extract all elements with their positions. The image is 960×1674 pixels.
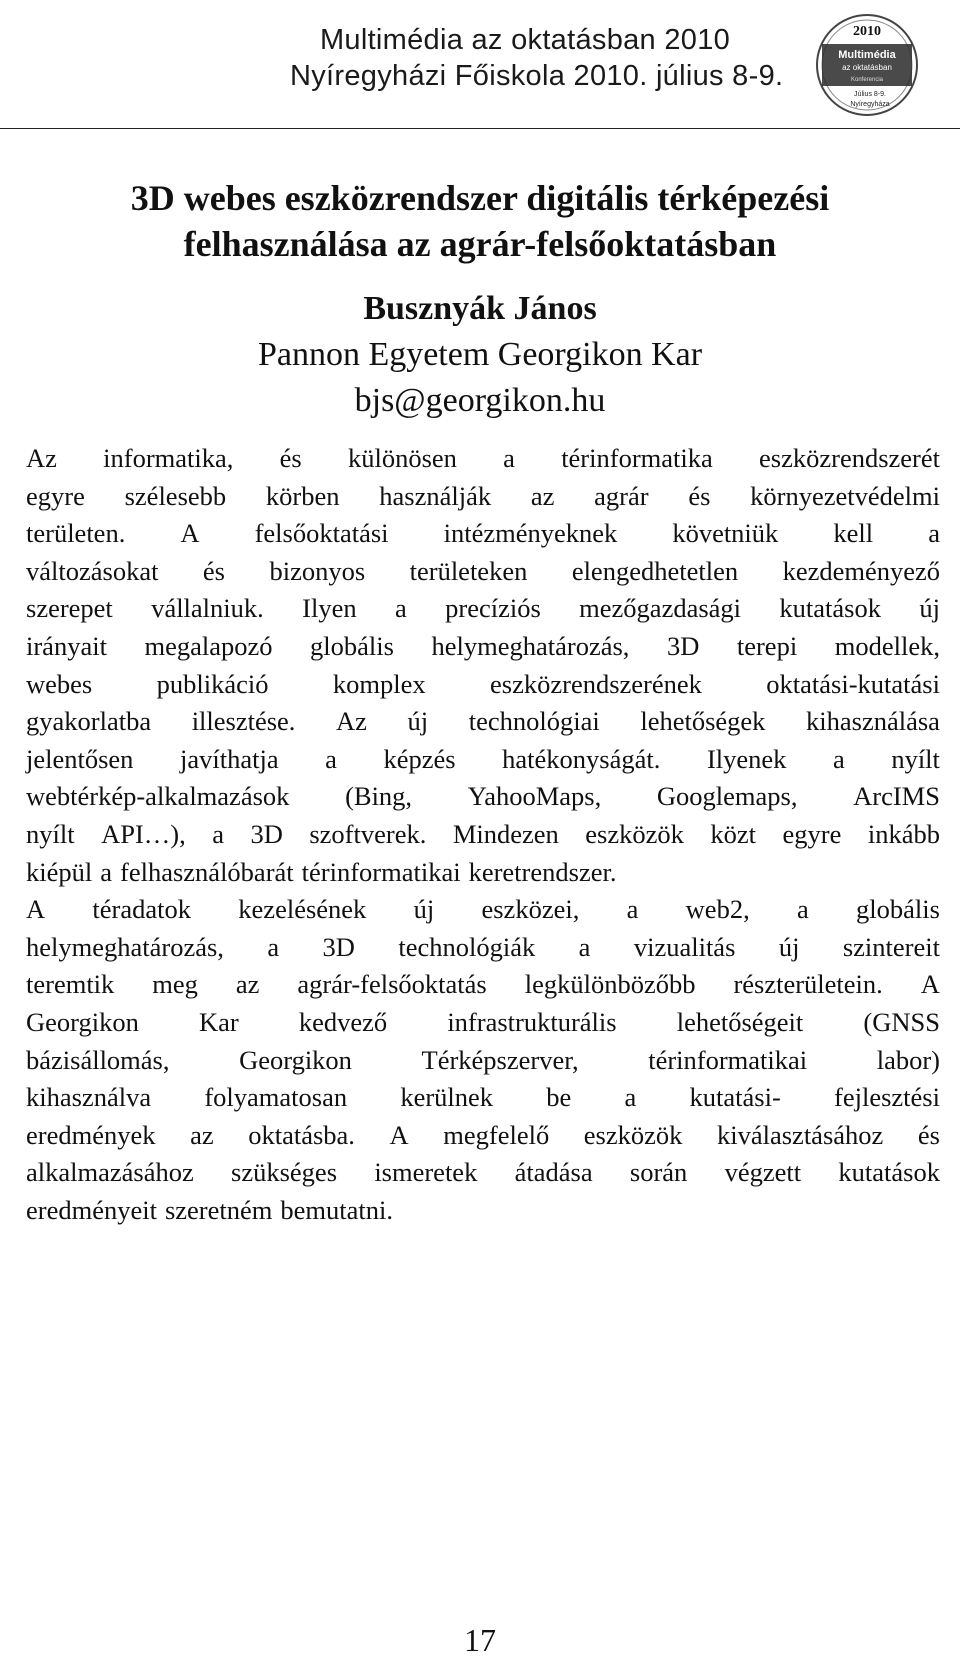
abstract-word: alkalmazásához — [26, 1157, 194, 1188]
abstract-word: modellek, — [834, 630, 940, 661]
abstract-line — [26, 778, 940, 816]
abstract-word: bázisállomás, — [26, 1044, 170, 1075]
abstract-word: bemutatni. — [280, 1194, 393, 1225]
abstract-word: eszközrendszerét — [759, 443, 940, 473]
abstract-word: bizonyos — [269, 555, 366, 586]
abstract-word: eszközök — [585, 818, 684, 849]
abstract-word: web2, — [685, 894, 750, 925]
abstract-word: a — [100, 856, 113, 887]
abstract-line — [26, 1117, 940, 1155]
abstract-word: keretrendszer. — [468, 856, 617, 887]
abstract-word: kutatások — [779, 593, 881, 624]
abstract-word: új — [413, 894, 435, 925]
abstract-line — [26, 816, 940, 854]
abstract-word: Térképszerver, — [421, 1044, 579, 1075]
abstract-word: szerepet — [26, 593, 113, 624]
abstract — [26, 440, 940, 1229]
abstract-word: és — [279, 443, 302, 473]
abstract-word: inkább — [867, 818, 940, 849]
abstract-word: agrár — [594, 480, 649, 511]
author-email: bjs@georgikon.hu — [354, 382, 606, 419]
abstract-word: az — [190, 1119, 214, 1150]
abstract-word: be — [546, 1082, 572, 1113]
abstract-line — [26, 966, 940, 1004]
abstract-word: megfelelő — [443, 1119, 550, 1150]
abstract-word: (Bing, — [345, 781, 413, 812]
abstract-word: körben — [265, 480, 340, 511]
paper-title-line: 3D webes eszközrendszer digitális térképezési — [130, 178, 830, 218]
abstract-word: irányait — [26, 630, 107, 661]
abstract-word: A — [920, 969, 940, 1000]
abstract-word: kezdeményező — [782, 555, 940, 586]
abstract-word: a — [325, 743, 337, 774]
abstract-word: területen. — [26, 518, 126, 549]
abstract-word: kerülnek — [400, 1082, 494, 1113]
abstract-word: kedvező — [298, 1006, 388, 1037]
abstract-word: kutatási- — [689, 1082, 781, 1113]
abstract-word: változásokat — [26, 555, 159, 586]
abstract-word: hatékonyságát. — [502, 743, 661, 774]
abstract-word: a — [267, 931, 280, 962]
abstract-word: és — [202, 555, 225, 586]
page-number: 17 — [464, 1622, 496, 1658]
abstract-word: eredmények — [26, 1119, 156, 1150]
abstract-word: meg — [152, 969, 198, 1000]
abstract-word: szélesebb — [124, 480, 227, 511]
abstract-word: átadása — [514, 1157, 593, 1188]
abstract-word: a — [395, 593, 407, 624]
abstract-word: helymeghatározás, — [26, 931, 224, 962]
abstract-line — [26, 891, 940, 929]
abstract-line — [26, 553, 940, 591]
conference-name: Multimédia az oktatásban 2010 — [319, 24, 731, 56]
abstract-word: az — [530, 480, 555, 511]
abstract-word: globális — [856, 894, 940, 925]
abstract-word: infrastrukturális — [447, 1006, 617, 1037]
paper-title — [60, 175, 900, 267]
abstract-word: javíthatja — [180, 743, 279, 774]
author-name: Busznyák János — [363, 290, 597, 327]
abstract-line — [26, 1004, 940, 1042]
abstract-word: labor) — [876, 1044, 940, 1075]
abstract-word: ismeretek — [374, 1157, 478, 1188]
abstract-word: eredményeit — [26, 1194, 157, 1225]
abstract-word: környezetvédelmi — [750, 480, 940, 511]
conference-logo-icon — [812, 10, 922, 126]
abstract-word: kihasználása — [806, 706, 940, 737]
abstract-word: legkülönbözőbb — [524, 969, 696, 1000]
abstract-word: térinformatikai — [648, 1044, 808, 1075]
abstract-word: 3D — [250, 818, 283, 849]
author-affiliation: Pannon Egyetem Georgikon Kar — [257, 336, 703, 373]
abstract-line — [26, 1042, 940, 1080]
abstract-word: egyre — [26, 480, 85, 511]
abstract-word: jelentősen — [26, 743, 134, 774]
abstract-line — [26, 1192, 940, 1230]
abstract-word: a — [578, 931, 591, 962]
abstract-word: követniük — [672, 518, 779, 549]
abstract-word: 3D — [322, 931, 355, 962]
abstract-word: új — [407, 706, 429, 737]
abstract-line — [26, 628, 940, 666]
abstract-word: kutatások — [838, 1157, 940, 1188]
abstract-word: Ilyen — [302, 593, 357, 624]
abstract-line — [26, 854, 940, 892]
abstract-word: eszközei, — [481, 894, 580, 925]
abstract-word: új — [778, 931, 800, 962]
abstract-word: a — [503, 443, 515, 473]
abstract-word: (GNSS — [863, 1006, 940, 1037]
abstract-word: teremtik — [26, 969, 115, 1000]
abstract-word: részterületein. — [733, 969, 883, 1000]
abstract-word: Georgikon — [26, 1006, 139, 1037]
abstract-word: képzés — [383, 743, 456, 774]
abstract-word: webtérkép-alkalmazások — [26, 781, 290, 812]
abstract-word: közt — [710, 818, 756, 849]
abstract-line — [26, 1154, 940, 1192]
abstract-word: megalapozó — [144, 630, 273, 661]
paper-title-line: felhasználása az agrár-felsőoktatásban — [183, 224, 777, 264]
abstract-word: a — [624, 1082, 637, 1113]
abstract-word: térinformatika — [561, 443, 713, 473]
abstract-word: szoftverek. — [309, 818, 427, 849]
abstract-word: eszközrendszerének — [490, 668, 702, 699]
abstract-word: vizualitás — [633, 931, 736, 962]
abstract-line — [26, 440, 940, 478]
abstract-word: komplex — [332, 668, 426, 699]
abstract-word: webes — [26, 668, 93, 699]
abstract-word: 3D — [666, 630, 700, 661]
conference-header — [290, 22, 784, 94]
abstract-word: Googlemaps, — [656, 781, 798, 812]
abstract-word: térinformatikai — [301, 856, 461, 887]
abstract-word: a — [928, 518, 940, 549]
abstract-word: A — [26, 894, 46, 925]
abstract-word: intézményeknek — [443, 518, 618, 549]
abstract-word: kezelésének — [238, 894, 367, 925]
abstract-word: a — [212, 818, 224, 849]
abstract-line — [26, 515, 940, 553]
abstract-word: API…), — [101, 818, 186, 849]
abstract-word: kiválasztásához — [717, 1119, 884, 1150]
abstract-word: a — [832, 743, 845, 774]
abstract-word: oktatásba. — [248, 1119, 355, 1150]
abstract-word: területeken — [409, 555, 528, 586]
abstract-word: felhasználóbarát — [120, 856, 294, 887]
conference-venue-date: Nyíregyházi Főiskola 2010. július 8-9. — [290, 60, 784, 92]
abstract-word: publikáció — [156, 668, 269, 699]
abstract-word: technológiai — [468, 706, 600, 737]
abstract-word: szintereit — [842, 931, 940, 962]
abstract-word: a — [626, 894, 639, 925]
abstract-word: oktatási-kutatási — [766, 668, 940, 699]
abstract-word: felsőoktatási — [254, 518, 389, 549]
abstract-word: használják — [379, 480, 492, 511]
abstract-word: Ilyenek — [706, 743, 787, 774]
abstract-word: és — [917, 1119, 940, 1150]
abstract-word: YahooMaps, — [467, 781, 602, 812]
abstract-word: Kar — [199, 1006, 239, 1037]
abstract-line — [26, 703, 940, 741]
abstract-word: nyílt — [891, 743, 940, 774]
abstract-line — [26, 929, 940, 967]
abstract-word: egyre — [782, 818, 842, 849]
abstract-word: technológiák — [398, 931, 536, 962]
abstract-word: végzett — [724, 1157, 802, 1188]
abstract-word: gyakorlatba — [26, 706, 152, 737]
abstract-word: kiépül — [26, 856, 93, 887]
abstract-word: vállalniuk. — [151, 593, 264, 624]
abstract-word: szükséges — [231, 1157, 338, 1188]
abstract-word: globális — [310, 630, 394, 661]
abstract-word: szeretném — [164, 1194, 273, 1225]
abstract-line — [26, 666, 940, 704]
abstract-word: Az — [26, 443, 57, 473]
abstract-word: folyamatosan — [204, 1082, 348, 1113]
logo-subtitle: Konferencia — [850, 77, 884, 83]
abstract-word: téradatok — [92, 894, 192, 925]
abstract-word: új — [919, 593, 940, 624]
abstract-word: ArcIMS — [853, 781, 940, 812]
abstract-word: elengedhetetlen — [571, 555, 739, 586]
abstract-word: lehetőségeit — [676, 1006, 804, 1037]
logo-name-line2: az oktatásban — [842, 63, 892, 72]
abstract-word: precíziós — [445, 593, 541, 624]
abstract-word: fejlesztési — [834, 1082, 940, 1113]
abstract-word: a — [796, 894, 809, 925]
abstract-line — [26, 590, 940, 628]
logo-place: Nyíregyháza — [850, 101, 890, 108]
abstract-word: Mindezen — [452, 818, 559, 849]
abstract-word: terepi — [736, 630, 798, 661]
abstract-line — [26, 478, 940, 516]
abstract-word: Georgikon — [239, 1044, 352, 1075]
author-block — [60, 286, 900, 424]
abstract-word: illesztése. — [191, 706, 296, 737]
abstract-line — [26, 1079, 940, 1117]
logo-year: 2010 — [853, 24, 881, 39]
logo-date: Július 8-9. — [854, 91, 886, 98]
abstract-word: különösen — [347, 443, 457, 473]
abstract-word: kihasználva — [26, 1082, 152, 1113]
abstract-word: kell — [833, 518, 874, 549]
abstract-word: mezőgazdasági — [579, 593, 742, 624]
logo-name-line1: Multimédia — [838, 49, 896, 61]
abstract-word: A — [389, 1119, 409, 1150]
abstract-word: lehetőségek — [640, 706, 766, 737]
abstract-word: A — [180, 518, 200, 549]
abstract-word: nyílt — [26, 818, 75, 849]
abstract-word: és — [688, 480, 711, 511]
page-header — [0, 0, 960, 129]
abstract-word: Az — [336, 706, 367, 737]
abstract-word: helymeghatározás, — [431, 630, 630, 661]
abstract-word: agrár-felsőoktatás — [297, 969, 487, 1000]
abstract-word: eszközök — [583, 1119, 683, 1150]
abstract-line — [26, 741, 940, 779]
abstract-word: során — [629, 1157, 688, 1188]
abstract-word: informatika, — [103, 443, 234, 473]
abstract-word: az — [235, 969, 260, 1000]
